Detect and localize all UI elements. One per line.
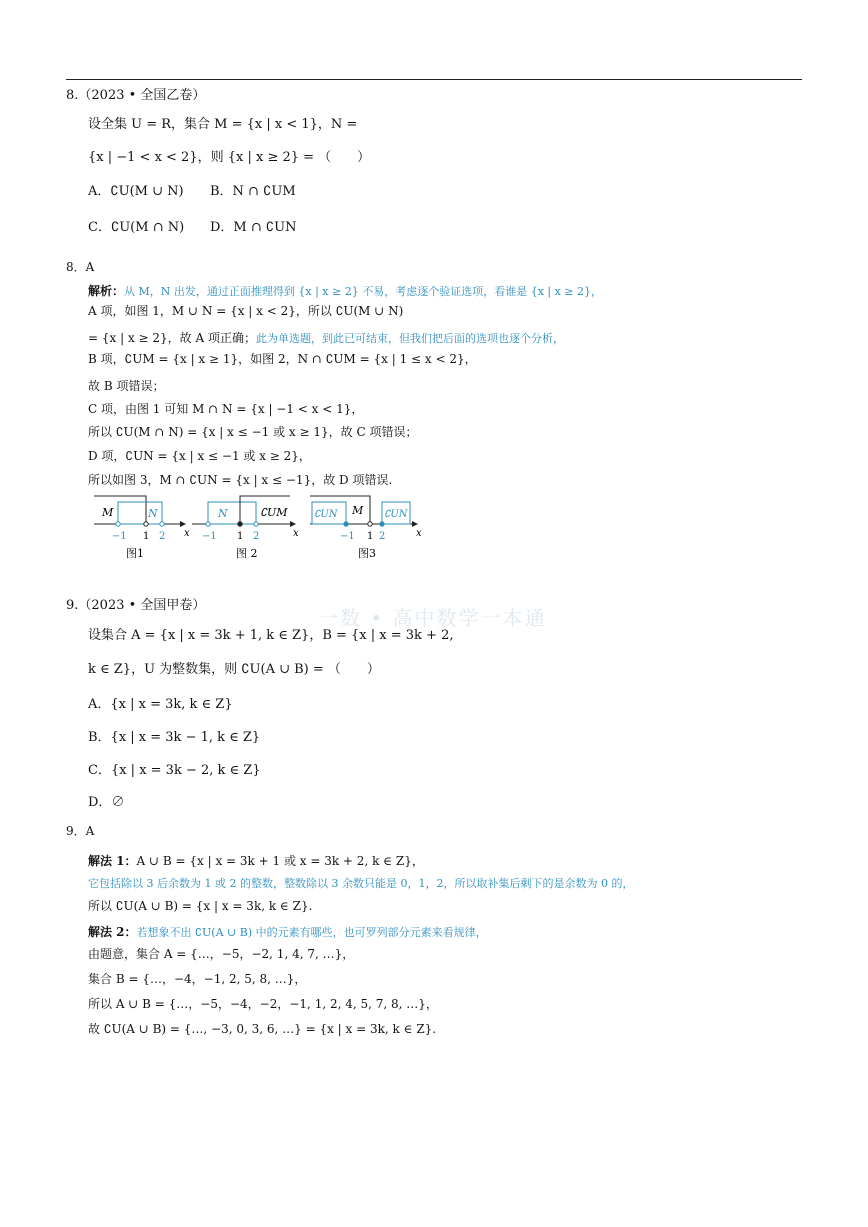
q9-stem-line1: 设集合 A = {x | x = 3k + 1, k ∈ Z}，B = {x | x = 3k + 2, [88,628,454,643]
fig3-tick-2: 2 [379,531,386,542]
q9-option-c: C．{x | x = 3k − 2, k ∈ Z} [88,763,261,778]
a8-option-c-line2: 所以 ∁U(M ∩ N) = {x | x ≤ −1 或 x ≥ 1}，故 C 项错误； [88,425,418,439]
a9-method1-line1 [88,850,424,869]
a8-option-d-line1: D 项，∁UN = {x | x ≤ −1 或 x ≥ 2}， [88,449,311,463]
fig2-point-1 [238,522,242,526]
a9-method1-math: A ∪ B = {x | x = 3k + 1 或 x = 3k + 2, k ∈ Z}， [136,854,424,868]
fig2-tick-1: 1 [237,531,244,542]
q9-stem-line2: k ∈ Z}，U 为整数集，则 ∁U(A ∪ B) = （ ） [88,662,380,677]
q9-header: 9.（2023 • 全国甲卷） [66,598,206,613]
q8-option-c: C．∁U(M ∩ N) [88,220,185,235]
fig3-label-cun-left: ∁UN [314,509,338,520]
a8-option-d-line2: 所以如图 3，M ∩ ∁UN = {x | x ≤ −1}，故 D 项错误. [88,473,393,487]
fig2-tick-2: 2 [253,531,260,542]
fig1-axis-label: x [184,528,190,539]
a8-option-b-line1: B 项，∁UM = {x | x ≥ 1}，如图 2，N ∩ ∁UM = {x | 1 ≤ x < 2}， [88,352,477,366]
figure-3 [308,490,428,562]
fig1-tick-1: 1 [143,531,150,542]
top-rule [66,79,802,80]
a9-method1-note: 它包括除以 3 后余数为 1 或 2 的整数，整数除以 3 余数只能是 0，1，2，所以取补集后剩下的是余数为 0 的， [88,877,634,890]
a8-option-c-line1: C 项，由图 1 可知 M ∩ N = {x | −1 < x < 1}， [88,402,364,416]
q8-option-b: B．N ∩ ∁UM [210,184,296,199]
figure-2 [190,490,302,562]
fig1-point-2 [160,522,164,526]
a8-answer: 8．A [66,260,95,274]
fig2-set-n [208,502,256,524]
fig2-tick-neg1: −1 [202,531,217,542]
a9-method2-label: 解法 2： [88,925,137,939]
fig3-point-1 [368,522,372,526]
fig3-axis-label: x [416,528,422,539]
a9-method1-line2: 所以 ∁U(A ∪ B) = {x | x = 3k, k ∈ Z}. [88,899,313,913]
a8-option-b-line2: 故 B 项错误； [88,379,165,393]
a9-method2-note: 若想象不出 ∁U(A ∪ B) 中的元素有哪些，也可罗列部分元素来看规律， [136,926,487,939]
fig3-axis-arrow [412,521,418,527]
fig1-caption: 图1 [126,547,144,560]
a9-method2-line3: 所以 A ∪ B = {…，−5，−4，−2，−1, 1, 2, 4, 5, 7, 8, …}， [88,997,438,1011]
a9-method2-line4: 故 ∁U(A ∪ B) = {…, −3, 0, 3, 6, …} = {x | x = 3k, k ∈ Z}. [88,1022,437,1036]
q8-header: 8.（2023 • 全国乙卷） [66,88,206,103]
q8-stem-line1: 设全集 U = R，集合 M = {x | x < 1}，N = [88,117,358,132]
a9-method2-line0 [88,921,487,940]
a8-option-a-note: 此为单选题，到此已可结束，但我们把后面的选项也逐个分析， [255,332,564,345]
fig1-tick-neg1: −1 [112,531,127,542]
fig3-point-2 [380,522,384,526]
a9-method2-line2: 集合 B = {…，−4，−1, 2, 5, 8, …}， [88,972,307,986]
fig1-label-n: N [148,507,158,520]
q8-stem-line2: {x | −1 < x < 2}，则 {x | x ≥ 2} = （ ） [88,150,371,165]
fig1-axis-arrow [180,521,186,527]
a8-analysis-note: 从 M，N 出发，通过正面推理得到 {x | x ≥ 2} 不易，考虑逐个验证选项，看谁是 {x | x ≥ 2}， [124,285,603,298]
fig2-point-2 [254,522,258,526]
a8-option-a-line2 [88,327,564,346]
fig1-label-m: M [102,506,114,519]
fig1-point-neg1 [116,522,120,526]
fig1-point-1 [144,522,148,526]
a9-method1-label: 解法 1： [88,854,137,868]
watermark: 一数 • 高中数学一本通 [318,606,547,630]
a9-method2-line1: 由题意，集合 A = {…，−5，−2, 1, 4, 7, …}， [88,947,355,961]
fig2-axis-arrow [290,521,296,527]
fig2-axis-label: x [293,528,299,539]
fig2-label-n: N [218,507,228,520]
a8-analysis-label: 解析： [88,284,125,298]
a8-analysis-line [88,280,602,299]
a8-option-a-line1: A 项，如图 1，M ∪ N = {x | x < 2}，所以 ∁U(M ∪ N) [88,304,404,318]
q8-option-d: D．M ∩ ∁UN [210,220,297,235]
fig3-tick-neg1: −1 [340,531,355,542]
fig3-caption: 图3 [358,547,376,560]
q9-option-a: A．{x | x = 3k, k ∈ Z} [88,697,233,712]
q9-option-b: B．{x | x = 3k − 1, k ∈ Z} [88,730,261,745]
fig3-label-m: M [352,504,364,517]
fig1-tick-2: 2 [159,531,166,542]
fig2-caption: 图 2 [236,547,258,560]
fig3-point-neg1 [344,522,348,526]
fig2-point-neg1 [206,522,210,526]
figure-1 [92,490,192,562]
q9-option-d: D．∅ [88,795,125,810]
q8-option-a: A．∁U(M ∪ N) [88,184,184,199]
fig3-label-cun-right: ∁UN [384,509,408,520]
a8-option-a-math: = {x | x ≥ 2}，故 A 项正确； [88,331,256,345]
fig3-tick-1: 1 [367,531,374,542]
a9-answer: 9．A [66,824,95,838]
fig2-label-cum: ∁UM [260,506,288,519]
